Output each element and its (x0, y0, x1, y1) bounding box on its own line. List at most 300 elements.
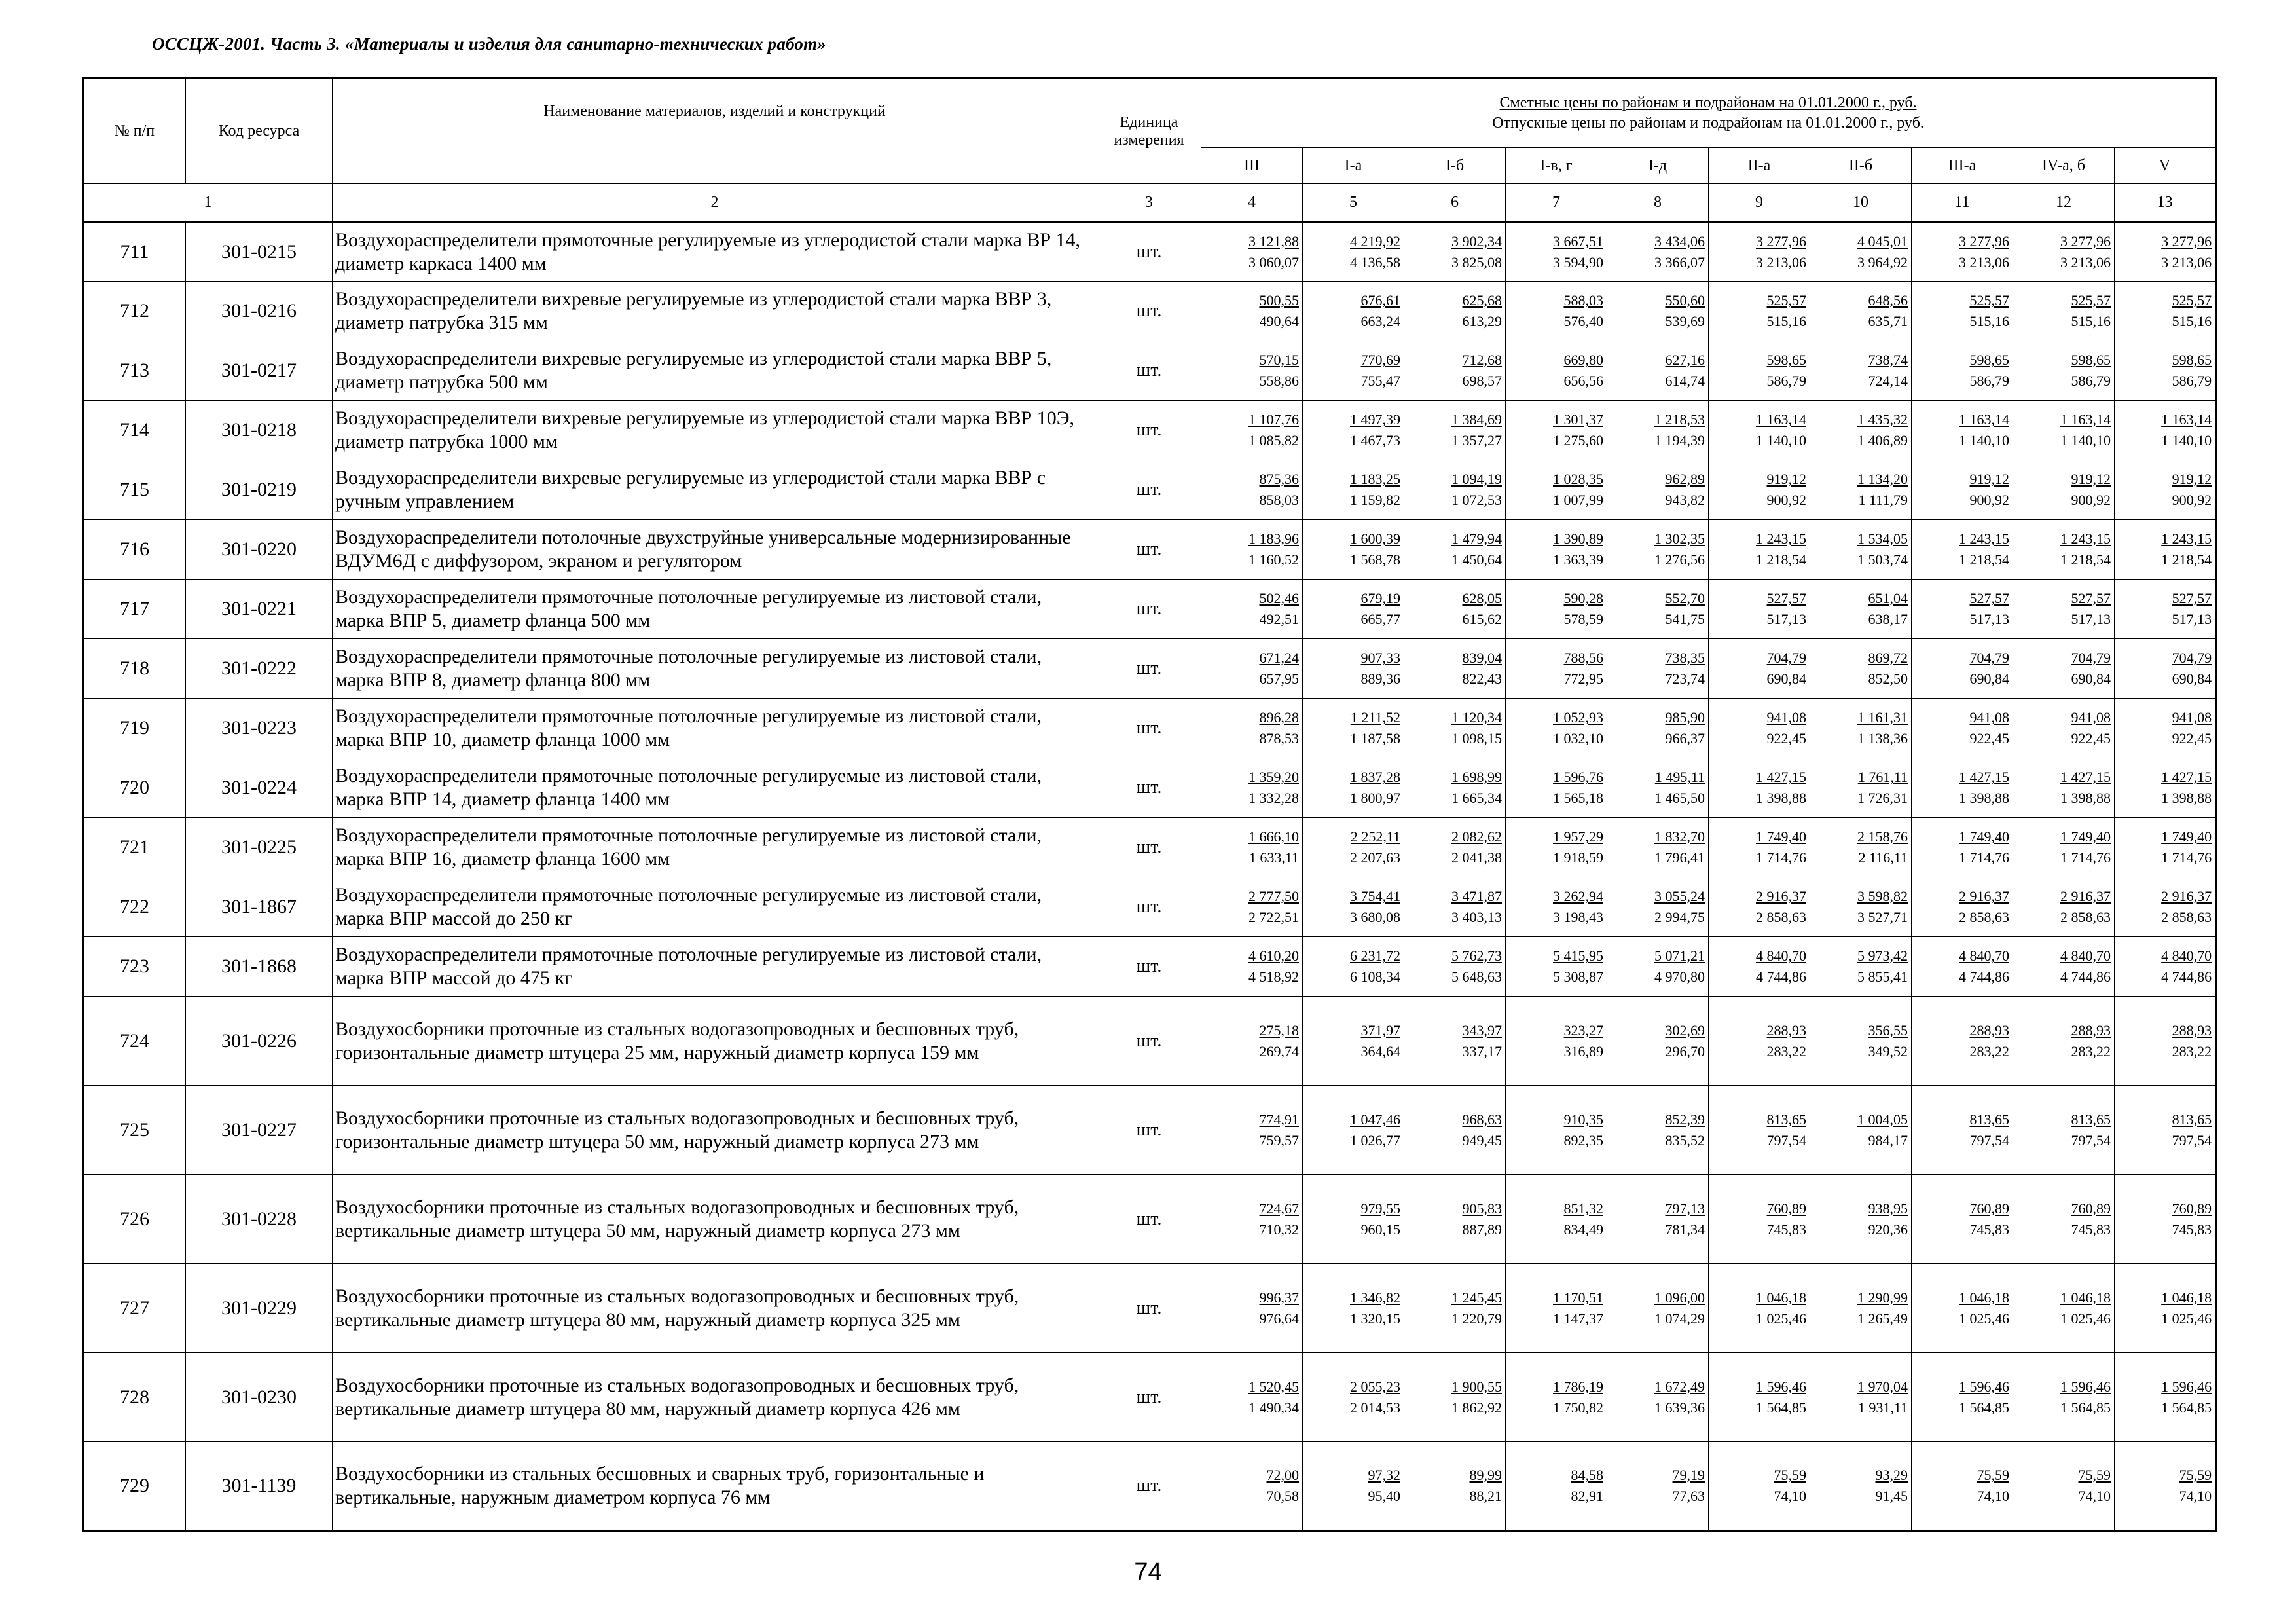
price-cell (1303, 699, 1404, 758)
release-price: 1 218,54 (1959, 551, 2009, 568)
release-price: 4 744,86 (1756, 969, 1806, 985)
estimate-price: 6 231,72 (1350, 948, 1400, 965)
release-price: 3 198,43 (1553, 909, 1603, 925)
release-price: 984,17 (1868, 1132, 1908, 1149)
release-price: 74,10 (1774, 1488, 1806, 1504)
estimate-price: 1 183,96 (1248, 530, 1299, 547)
release-price: 1 275,60 (1553, 432, 1603, 449)
release-price: 1 398,88 (1756, 790, 1806, 806)
release-price: 922,45 (2172, 730, 2212, 747)
estimate-price: 1 047,46 (1350, 1111, 1400, 1128)
price-cell (1607, 580, 1709, 639)
release-price: 515,16 (2071, 313, 2111, 329)
release-price: 3 964,92 (1857, 253, 1908, 270)
release-price: 1 074,29 (1654, 1310, 1705, 1327)
estimate-price: 502,46 (1259, 590, 1299, 607)
release-price: 745,83 (2071, 1221, 2111, 1238)
estimate-price: 1 900,55 (1451, 1378, 1502, 1395)
release-price: 74,10 (2179, 1488, 2212, 1504)
release-price: 1 633,11 (1248, 849, 1299, 866)
item-name: Воздухораспределители вихревые регулируемые из углеродистой стали марка ВВР 10Э, диаметр патрубка 1000 мм (333, 401, 1097, 460)
release-price: 755,47 (1360, 373, 1400, 389)
price-cell (2013, 1353, 2115, 1442)
price-cell (1404, 401, 1506, 460)
price-table (82, 77, 2217, 1532)
price-cell (1709, 818, 1810, 877)
price-cell (1303, 1442, 1404, 1531)
price-cell (1709, 758, 1810, 818)
price-cell (1404, 1264, 1506, 1353)
price-cell (1709, 997, 1810, 1086)
estimate-price: 875,36 (1259, 471, 1299, 488)
estimate-price: 679,19 (1360, 590, 1400, 607)
price-cell (1912, 818, 2013, 877)
table-row (83, 758, 2216, 818)
price-cell (1303, 639, 1404, 699)
unit-of-measure: шт. (1097, 997, 1201, 1086)
release-price: 515,16 (2172, 313, 2212, 329)
header-column-number: 12 (2013, 184, 2115, 222)
header-price-estimate: Сметные цены по районам и подрайонам на 01.01.2000 г., руб. (1499, 94, 1917, 111)
release-price: 1 931,11 (1857, 1399, 1908, 1416)
release-price: 82,91 (1571, 1488, 1603, 1504)
release-price: 490,64 (1259, 313, 1299, 329)
estimate-price: 527,57 (1766, 590, 1806, 607)
release-price: 797,54 (2071, 1132, 2111, 1149)
estimate-price: 288,93 (2071, 1022, 2111, 1039)
estimate-price: 774,91 (1259, 1111, 1299, 1128)
release-price: 70,58 (1266, 1488, 1299, 1504)
estimate-price: 588,03 (1563, 292, 1603, 309)
price-cell (1810, 520, 1912, 580)
release-price: 1 085,82 (1248, 432, 1299, 449)
price-cell (1607, 877, 1709, 937)
release-price: 2 722,51 (1248, 909, 1299, 925)
row-number: 725 (83, 1086, 186, 1175)
price-cell (1912, 282, 2013, 341)
price-cell (1912, 580, 2013, 639)
estimate-price: 323,27 (1563, 1022, 1603, 1039)
price-cell (2115, 520, 2216, 580)
estimate-price: 628,05 (1462, 590, 1502, 607)
release-price: 635,71 (1868, 313, 1908, 329)
price-cell (1709, 699, 1810, 758)
price-cell (2115, 1175, 2216, 1264)
release-price: 5 648,63 (1451, 969, 1502, 985)
item-name: Воздухораспределители прямоточные потолочные регулируемые из листовой стали, марка ВПР массой до 250 кг (333, 877, 1097, 937)
estimate-price: 1 698,99 (1451, 769, 1502, 786)
estimate-price: 2 916,37 (1756, 888, 1806, 905)
estimate-price: 1 427,15 (2161, 769, 2212, 786)
release-price: 1 140,10 (2161, 432, 2212, 449)
release-price: 4 744,86 (2161, 969, 2212, 985)
price-cell (1303, 1086, 1404, 1175)
release-price: 3 213,06 (1756, 253, 1806, 270)
release-price: 724,14 (1868, 373, 1908, 389)
release-price: 3 527,71 (1857, 909, 1908, 925)
price-cell (2115, 222, 2216, 282)
unit-of-measure: шт. (1097, 222, 1201, 282)
estimate-price: 1 832,70 (1654, 828, 1705, 845)
price-cell (1912, 1353, 2013, 1442)
release-price: 1 140,10 (2060, 432, 2111, 449)
document-header: ОССЦЖ-2001. Часть 3. «Материалы и изделия для санитарно-технических работ» (152, 34, 826, 54)
price-cell (2115, 1353, 2216, 1442)
estimate-price: 760,89 (2172, 1200, 2212, 1217)
release-price: 6 108,34 (1350, 969, 1400, 985)
estimate-price: 625,68 (1462, 292, 1502, 309)
estimate-price: 1 520,45 (1248, 1378, 1299, 1395)
estimate-price: 552,70 (1665, 590, 1705, 607)
release-price: 1 072,53 (1451, 492, 1502, 508)
header-column-number: 9 (1709, 184, 1810, 222)
price-cell (1201, 699, 1303, 758)
release-price: 759,57 (1259, 1132, 1299, 1149)
price-cell (1912, 1264, 2013, 1353)
price-cell (1404, 580, 1506, 639)
price-cell (1810, 341, 1912, 401)
price-cell (1404, 997, 1506, 1086)
estimate-price: 1 384,69 (1451, 411, 1502, 428)
price-cell (1709, 580, 1810, 639)
header-region: I-в, г (1506, 148, 1607, 184)
release-price: 1 398,88 (2060, 790, 2111, 806)
release-price: 900,92 (2172, 492, 2212, 508)
release-price: 3 213,06 (1959, 253, 2009, 270)
estimate-price: 724,67 (1259, 1200, 1299, 1217)
estimate-price: 343,97 (1462, 1022, 1502, 1039)
estimate-price: 4 045,01 (1857, 232, 1908, 249)
release-price: 283,22 (2071, 1043, 2111, 1060)
row-number: 720 (83, 758, 186, 818)
table-row (83, 460, 2216, 520)
estimate-price: 669,80 (1563, 352, 1603, 369)
estimate-price: 919,12 (2071, 471, 2111, 488)
resource-code: 301-0223 (186, 699, 333, 758)
estimate-price: 1 666,10 (1248, 828, 1299, 845)
estimate-price: 4 840,70 (1756, 948, 1806, 965)
release-price: 2 207,63 (1350, 849, 1400, 866)
release-price: 690,84 (1969, 671, 2009, 687)
item-name: Воздухосборники из стальных бесшовных и сварных труб, горизонтальные и вертикальные, наружным диаметром корпуса 76 мм (333, 1442, 1097, 1531)
resource-code: 301-0225 (186, 818, 333, 877)
price-cell (2013, 222, 2115, 282)
estimate-price: 1 435,32 (1857, 411, 1908, 428)
estimate-price: 1 672,49 (1654, 1378, 1705, 1395)
estimate-price: 1 390,89 (1553, 530, 1603, 547)
release-price: 91,45 (1875, 1488, 1908, 1504)
price-cell (1506, 997, 1607, 1086)
release-price: 4 744,86 (2060, 969, 2111, 985)
unit-of-measure: шт. (1097, 1086, 1201, 1175)
price-cell (2013, 818, 2115, 877)
release-price: 656,56 (1563, 373, 1603, 389)
estimate-price: 627,16 (1665, 352, 1705, 369)
price-cell (1810, 1353, 1912, 1442)
release-price: 3 060,07 (1248, 253, 1299, 270)
release-price: 1 220,79 (1451, 1310, 1502, 1327)
release-price: 690,84 (2071, 671, 2111, 687)
estimate-price: 75,59 (2179, 1467, 2212, 1484)
price-cell (1810, 401, 1912, 460)
estimate-price: 1 596,76 (1553, 769, 1603, 786)
estimate-price: 2 055,23 (1350, 1378, 1400, 1395)
price-cell (2013, 401, 2115, 460)
release-price: 922,45 (1969, 730, 2009, 747)
price-cell (1303, 818, 1404, 877)
price-cell (1506, 1264, 1607, 1353)
price-cell (1810, 1175, 1912, 1264)
price-cell (1506, 1442, 1607, 1531)
price-cell (1506, 282, 1607, 341)
price-cell (2013, 997, 2115, 1086)
price-cell (1404, 1353, 1506, 1442)
release-price: 1 450,64 (1451, 551, 1502, 568)
release-price: 878,53 (1259, 730, 1299, 747)
estimate-price: 907,33 (1360, 650, 1400, 667)
price-cell (1912, 937, 2013, 997)
release-price: 1 918,59 (1553, 849, 1603, 866)
estimate-price: 869,72 (1868, 650, 1908, 667)
estimate-price: 1 134,20 (1857, 471, 1908, 488)
estimate-price: 738,74 (1868, 352, 1908, 369)
estimate-price: 3 277,96 (1756, 232, 1806, 249)
release-price: 1 332,28 (1248, 790, 1299, 806)
release-price: 1 194,39 (1654, 432, 1705, 449)
release-price: 1 320,15 (1350, 1310, 1400, 1327)
item-name: Воздухораспределители прямоточные потолочные регулируемые из листовой стали, марка ВПР массой до 475 кг (333, 937, 1097, 997)
header-region: II-б (1810, 148, 1912, 184)
price-cell (1607, 997, 1709, 1086)
estimate-price: 704,79 (2172, 650, 2212, 667)
estimate-price: 1 749,40 (2060, 828, 2111, 845)
price-cell (1709, 401, 1810, 460)
release-price: 1 218,54 (2161, 551, 2212, 568)
price-cell (1506, 639, 1607, 699)
estimate-price: 527,57 (1969, 590, 2009, 607)
price-cell (1506, 222, 1607, 282)
estimate-price: 941,08 (2172, 709, 2212, 726)
price-cell (1201, 520, 1303, 580)
header-column-number: 7 (1506, 184, 1607, 222)
price-cell (1201, 580, 1303, 639)
estimate-price: 527,57 (2071, 590, 2111, 607)
estimate-price: 3 667,51 (1553, 232, 1603, 249)
row-number: 726 (83, 1175, 186, 1264)
release-price: 1 750,82 (1553, 1399, 1603, 1416)
release-price: 1 032,10 (1553, 730, 1603, 747)
item-name: Воздухосборники проточные из стальных водогазопроводных и бесшовных труб, вертикальные диаметр штуцера 80 мм, наружный диаметр корпуса 426 мм (333, 1353, 1097, 1442)
price-cell (1810, 937, 1912, 997)
release-price: 337,17 (1462, 1043, 1502, 1060)
release-price: 5 308,87 (1553, 969, 1603, 985)
table-row (83, 1175, 2216, 1264)
estimate-price: 525,57 (1969, 292, 2009, 309)
estimate-price: 525,57 (2071, 292, 2111, 309)
price-cell (1709, 282, 1810, 341)
price-cell (2013, 282, 2115, 341)
release-price: 781,34 (1665, 1221, 1705, 1238)
price-cell (2013, 520, 2115, 580)
table-row (83, 699, 2216, 758)
price-cell (1201, 1353, 1303, 1442)
release-price: 949,45 (1462, 1132, 1502, 1149)
row-number: 724 (83, 997, 186, 1086)
header-region: I-б (1404, 148, 1506, 184)
estimate-price: 5 071,21 (1654, 948, 1705, 965)
estimate-price: 1 957,29 (1553, 828, 1603, 845)
estimate-price: 3 121,88 (1248, 232, 1299, 249)
estimate-price: 1 243,15 (1959, 530, 2009, 547)
release-price: 586,79 (1766, 373, 1806, 389)
price-cell (1201, 997, 1303, 1086)
price-cell (1506, 937, 1607, 997)
resource-code: 301-0222 (186, 639, 333, 699)
estimate-price: 1 596,46 (1756, 1378, 1806, 1395)
price-cell (1506, 580, 1607, 639)
price-cell (2115, 282, 2216, 341)
price-cell (1607, 520, 1709, 580)
price-cell (1607, 282, 1709, 341)
estimate-price: 1 243,15 (1756, 530, 1806, 547)
estimate-price: 1 163,14 (2060, 411, 2111, 428)
header-column-number: 10 (1810, 184, 1912, 222)
price-cell (2013, 1175, 2115, 1264)
estimate-price: 941,08 (1766, 709, 1806, 726)
price-cell (2115, 1086, 2216, 1175)
estimate-price: 1 046,18 (1959, 1289, 2009, 1306)
price-cell (2115, 580, 2216, 639)
estimate-price: 704,79 (2071, 650, 2111, 667)
price-cell (1404, 282, 1506, 341)
release-price: 2 858,63 (2060, 909, 2111, 925)
estimate-price: 1 596,46 (2060, 1378, 2111, 1395)
price-cell (1506, 1086, 1607, 1175)
release-price: 665,77 (1360, 611, 1400, 627)
price-cell (1404, 758, 1506, 818)
unit-of-measure: шт. (1097, 580, 1201, 639)
resource-code: 301-0218 (186, 401, 333, 460)
release-price: 1 025,46 (1959, 1310, 2009, 1327)
price-cell (1404, 1442, 1506, 1531)
release-price: 1 726,31 (1857, 790, 1908, 806)
price-cell (2115, 1264, 2216, 1353)
price-cell (1607, 401, 1709, 460)
estimate-price: 5 415,95 (1553, 948, 1603, 965)
estimate-price: 910,35 (1563, 1111, 1603, 1128)
release-price: 613,29 (1462, 313, 1502, 329)
price-cell (1709, 1353, 1810, 1442)
header-column-number: 6 (1404, 184, 1506, 222)
release-price: 269,74 (1259, 1043, 1299, 1060)
estimate-price: 2 158,76 (1857, 828, 1908, 845)
estimate-price: 760,89 (2071, 1200, 2111, 1217)
estimate-price: 1 163,14 (2161, 411, 2212, 428)
page-number: 74 (1134, 1559, 1162, 1586)
price-cell (2115, 758, 2216, 818)
estimate-price: 1 290,99 (1857, 1289, 1908, 1306)
release-price: 1 363,39 (1553, 551, 1603, 568)
estimate-price: 3 055,24 (1654, 888, 1705, 905)
estimate-price: 1 479,94 (1451, 530, 1502, 547)
estimate-price: 1 749,40 (1756, 828, 1806, 845)
table-row (83, 639, 2216, 699)
estimate-price: 760,89 (1766, 1200, 1806, 1217)
release-price: 296,70 (1665, 1043, 1705, 1060)
release-price: 1 862,92 (1451, 1399, 1502, 1416)
release-price: 922,45 (1766, 730, 1806, 747)
price-cell (1709, 222, 1810, 282)
price-cell (1303, 282, 1404, 341)
header-column-number: 3 (1097, 184, 1201, 222)
header-region: III-а (1912, 148, 2013, 184)
estimate-price: 851,32 (1563, 1200, 1603, 1217)
table-row (83, 877, 2216, 937)
table-row (83, 937, 2216, 997)
release-price: 586,79 (2071, 373, 2111, 389)
estimate-price: 1 183,25 (1350, 471, 1400, 488)
estimate-price: 1 004,05 (1857, 1111, 1908, 1128)
release-price: 88,21 (1469, 1488, 1502, 1504)
estimate-price: 648,56 (1868, 292, 1908, 309)
release-price: 858,03 (1259, 492, 1299, 508)
price-cell (1201, 758, 1303, 818)
estimate-price: 1 243,15 (2161, 530, 2212, 547)
release-price: 539,69 (1665, 313, 1705, 329)
price-cell (1912, 1442, 2013, 1531)
release-price: 3 366,07 (1654, 253, 1705, 270)
resource-code: 301-1868 (186, 937, 333, 997)
header-region: V (2115, 148, 2216, 184)
row-number: 728 (83, 1353, 186, 1442)
price-cell (1201, 877, 1303, 937)
estimate-price: 712,68 (1462, 352, 1502, 369)
estimate-price: 1 749,40 (1959, 828, 2009, 845)
header-region: II-а (1709, 148, 1810, 184)
estimate-price: 75,59 (1977, 1467, 2009, 1484)
price-cell (1810, 877, 1912, 937)
estimate-price: 1 161,31 (1857, 709, 1908, 726)
estimate-price: 919,12 (2172, 471, 2212, 488)
estimate-price: 2 252,11 (1350, 828, 1400, 845)
price-cell (1709, 341, 1810, 401)
release-price: 892,35 (1563, 1132, 1603, 1149)
price-cell (1607, 460, 1709, 520)
price-cell (1912, 639, 2013, 699)
release-price: 1 568,78 (1350, 551, 1400, 568)
row-number: 714 (83, 401, 186, 460)
release-price: 2 116,11 (1858, 849, 1908, 866)
price-cell (1607, 818, 1709, 877)
price-cell (2115, 997, 2216, 1086)
header-column-number: 11 (1912, 184, 2013, 222)
table-row (83, 282, 2216, 341)
estimate-price: 2 082,62 (1451, 828, 1502, 845)
price-cell (1810, 818, 1912, 877)
release-price: 1 564,85 (2161, 1399, 2212, 1416)
row-number: 712 (83, 282, 186, 341)
release-price: 920,36 (1868, 1221, 1908, 1238)
header-column-number: 2 (333, 184, 1097, 222)
price-cell (1201, 1442, 1303, 1531)
price-cell (1201, 401, 1303, 460)
release-price: 960,15 (1360, 1221, 1400, 1238)
item-name: Воздухораспределители прямоточные потолочные регулируемые из листовой стали, марка ВПР 16, диаметр фланца 1600 мм (333, 818, 1097, 877)
release-price: 745,83 (1969, 1221, 2009, 1238)
price-cell (1506, 758, 1607, 818)
estimate-price: 941,08 (2071, 709, 2111, 726)
release-price: 1 564,85 (1959, 1399, 2009, 1416)
